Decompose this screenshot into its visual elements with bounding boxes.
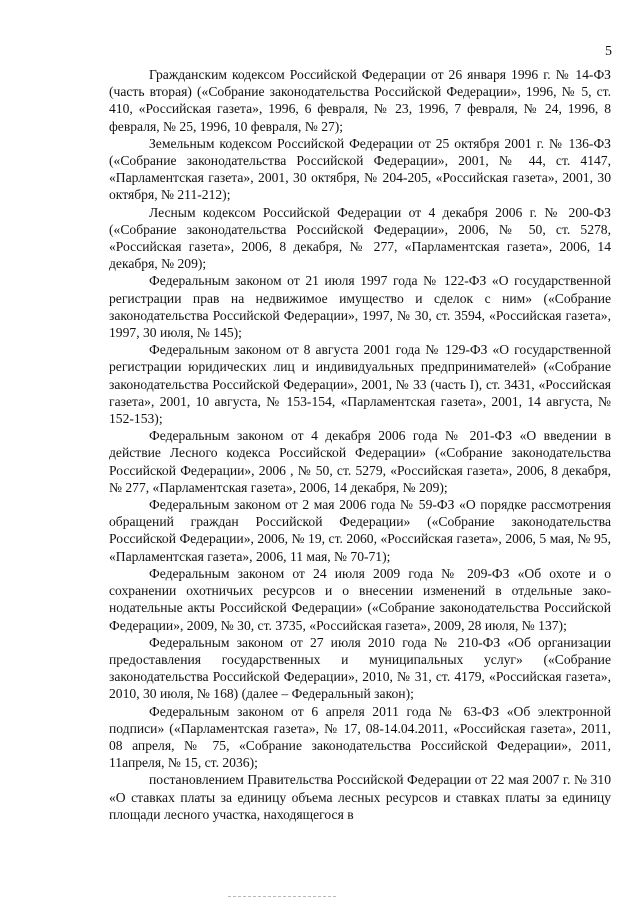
paragraph-law-201: Федеральным законом от 4 декабря 2006 года № 201-ФЗ «О введении в действие Лесного кодекса Российской Федерации» («Собрание законодательства Российской Федерации», 2006 , № 50, ст. 5279, «Российская газета», 2006, 8 декабря, № 277, «Парламентская газета», 2006, 14 декабря, № 209); (109, 428, 611, 495)
paragraph-law-63: Федеральным законом от 6 апреля 2011 года № 63-ФЗ «Об электронной подписи» («Парламентская газета», № 17, 08-14.04.2011, «Российская газета», 2011, 08 апреля, № 75, «Собрание законодательства Российской Федерации», 2011, 11апреля, № 15, ст. 2036); (109, 703, 611, 771)
paragraph-law-210: Федеральным законом от 27 июля 2010 года № 210-ФЗ «Об организации предоставления государственных и муниципальных услуг» («Собрание законодательства Российской Федерации», 2010, № 31, ст. 4179, «Российская газета», 2010, 30 июля, № 168) (далее – Федеральный закон); (109, 634, 611, 702)
paragraph-land-code: Земельным кодексом Российской Федерации от 25 октября 2001 г. № 136-ФЗ («Собрание законодательства Российской Федерации», 2001, № 44, ст. 4147, «Парламентская газета», 2001, 30 октября, № 204-205, «Российская газета», 2001, 30 октября, № 211-212); (109, 135, 611, 203)
document-body (109, 66, 611, 823)
paragraph-civil-code: Гражданским кодексом Российской Федерации от 26 января 1996 г. № 14-ФЗ (часть вторая) («Собрание законодательства Российской Федерации», 1996, № 5, ст. 410, «Российская газета», 1996, 6 февраля, № 23, 1996, 7 февраля, № 24, 1996, 8 февраля, № 25, 1996, 10 февраля, № 27); (109, 67, 611, 134)
paragraph-law-129: Федеральным законом от 8 августа 2001 года № 129-ФЗ «О государственной регистрации юридических лиц и индивидуальных предпринимателей» («Собрание законодательства Российской Федерации», 2001, № 33 (часть I), ст. 3431, «Российская газета», 2001, 10 августа, № 153-154, «Парламентская газета», 2001, 14 августа, № 152-153); (109, 342, 611, 427)
paragraph-government-decree: постановлением Правительства Российской Федерации от 22 мая 2007 г. № 310 «О ставках платы за единицу объема лесных ресурсов и ставках платы за единицу площади лесного участка, находящегося в (109, 772, 611, 822)
paragraph-law-59: Федеральным законом от 2 мая 2006 года № 59-ФЗ «О порядке рассмотрения обращений граждан Российской Федерации» («Собрание законодательства Российской Федерации», 2006, № 19, ст. 2060, «Российская газета», 2006, 5 мая, № 95, «Парламентская газета», 2006, 11 мая, № 70-71); (109, 497, 611, 564)
scan-artifact-line (228, 896, 336, 898)
paragraph-law-209: Федеральным законом от 24 июля 2009 года № 209-ФЗ «Об охоте и о сохранении охотничьих ресурсов и о внесении изменений в отдельные законодательные акты Российской Федерации» («Собрание законодательства Российской Федерации», 2009, № 30, ст. 3735, «Российская газета», 2009, 28 июля, № 137); (109, 565, 611, 633)
paragraph-law-122: Федеральным законом от 21 июля 1997 года № 122-ФЗ «О государственной регистрации прав на недвижимое имущество и сделок с ним» («Собрание законодательства Российской Федерации», 1997, № 30, ст. 3594, «Российская газета», 1997, 30 июля, № 145); (109, 273, 611, 341)
paragraph-forest-code: Лесным кодексом Российской Федерации от 4 декабря 2006 г. № 200-ФЗ («Собрание законодательства Российской Федерации», 2006, № 50, ст. 5278, «Российская газета», 2006, 8 декабря, № 277, «Парламентская газета», 2006, 14 декабря, № 209); (109, 204, 611, 272)
page-number: 5 (605, 44, 612, 59)
